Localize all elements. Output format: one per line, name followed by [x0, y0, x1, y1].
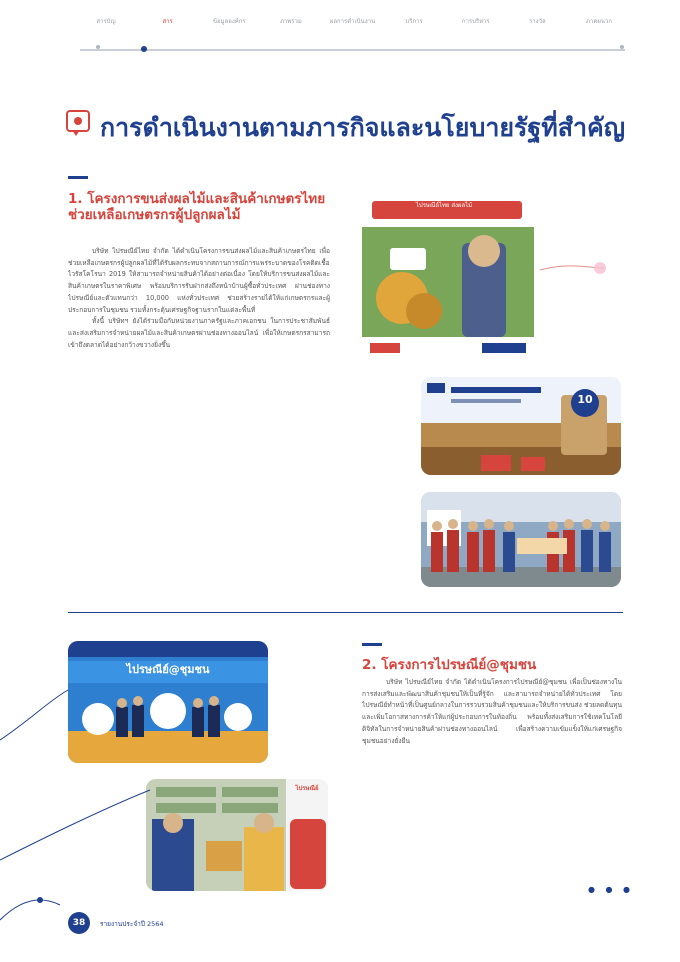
section1-heading: [68, 191, 333, 223]
nav-item-management[interactable]: การบริหาร: [461, 18, 490, 25]
top-navigation: [80, 18, 625, 38]
section1-heading-line1: 1. โครงการขนส่งผลไม้และสินค้าเกษตรไทย: [68, 191, 326, 207]
ten-baht-campaign-photo: [421, 377, 621, 475]
nav-item-performance[interactable]: ผลการดำเนินงาน: [329, 18, 376, 25]
footer-text: รายงานประจำปี 2564: [100, 920, 164, 928]
nav-dot: [620, 45, 624, 49]
nav-item-message[interactable]: สาร: [162, 18, 173, 25]
pagination-dots: ● ● ●: [588, 885, 635, 894]
section-dash: [68, 176, 88, 179]
section2-heading: 2. โครงการไปรษณีย์@ชุมชน: [362, 657, 537, 673]
ten-baht-text: 10: [577, 393, 593, 406]
team-photo: [421, 492, 621, 587]
section2-paragraph: บริษัท ไปรษณีย์ไทย จำกัด ได้ดำเนินโครงการไปรษณีย์@ชุมชน เพื่อเป็นช่องทางในการส่งเสริมและพัฒนาสินค้าชุมชนให้เป็นที่รู้จัก และสามารถจำหน่ายได้ทั่วประเทศ โดยไปรษณีย์ทำหน้าที่เป็นศูนย์กลางในการรวบรวมสินค้าชุมชนและให้บริการขนส่ง ช่วยลดต้นทุนและเพิ่มโอกาสทางการค้าให้แก่ผู้ประกอบการในท้องถิ่น พร้อมทั้งส่งเสริมการใช้เทคโนโลยีดิจิทัลในการจำหน่ายสินค้าผ่านช่องทางออนไลน์ เพื่อสร้างความเข้มแข็งให้แก่เศรษฐกิจชุมชนอย่างยั่งยืน: [362, 678, 622, 745]
location-pin-icon: [66, 110, 90, 132]
page-title: การดำเนินงานตามภารกิจและนโยบายรัฐที่สำคัญ: [100, 113, 626, 142]
nav-progress-line: [80, 49, 625, 51]
community-banner-title: ไปรษณีย์@ชุมชน: [126, 663, 210, 676]
section1-body: [68, 246, 330, 604]
page-number: 38: [68, 912, 90, 934]
shop-sign: ไปรษณีย์: [295, 785, 319, 792]
nav-item-appendix[interactable]: ภาคผนวก: [586, 18, 612, 25]
nav-item-overview[interactable]: ภาพรวม: [279, 18, 302, 25]
nav-dot: [96, 45, 100, 49]
section1-paragraph: บริษัท ไปรษณีย์ไทย จำกัด ได้ดำเนินโครงการขนส่งผลไม้และสินค้าเกษตรไทย เพื่อช่วยเหลือเกษตรกรผู้ปลูกผลไม้ที่ได้รับผลกระทบจากสถานการณ์การแพร่ระบาดของโรคติดเชื้อไวรัสโคโรนา 2019 ให้สามารถจำหน่ายสินค้าได้อย่างต่อเนื่อง โดยให้บริการขนส่งผลไม้และสินค้าเกษตรในราคาพิเศษ พร้อมบริการรับฝากส่งถึงหน้าบ้านผู้ซื้อทั่วประเทศ ผ่านช่องทางไปรษณีย์และตัวแทนกว่า 10,000 แห่งทั่วประเทศ ช่วยสร้างรายได้ให้แก่เกษตรกรและผู้ประกอบการในชุมชน รวมทั้งกระตุ้นเศรษฐกิจฐานรากในแต่ละพื้นที่: [68, 247, 330, 314]
section-dash: [362, 643, 382, 646]
section2-body: [362, 677, 622, 867]
section-divider: [68, 612, 623, 613]
shop-photo: [146, 779, 328, 891]
fruit-campaign-photo: [362, 193, 534, 361]
section1-paragraph: ทั้งนี้ บริษัทฯ ยังได้ร่วมมือกับหน่วยงานภาครัฐและภาคเอกชน ในการประชาสัมพันธ์และส่งเสริมการจำหน่ายผลไม้และสินค้าเกษตรผ่านช่องทางออนไลน์ เพื่อให้เกษตรกรสามารถเข้าถึงตลาดได้อย่างกว้างขวางยิ่งขึ้น: [68, 317, 330, 349]
nav-item-services[interactable]: บริการ: [405, 18, 423, 25]
nav-item-contents[interactable]: สารบัญ: [96, 18, 116, 25]
fruit-banner-text: ไปรษณีย์ไทย ส่งผลไม้: [415, 202, 473, 209]
section1-heading-line2: ช่วยเหลือเกษตรกรผู้ปลูกผลไม้: [68, 207, 241, 223]
nav-item-awards[interactable]: รางวัล: [529, 18, 546, 25]
nav-current-marker: [141, 46, 147, 52]
nav-item-organization[interactable]: ข้อมูลองค์กร: [212, 18, 246, 25]
